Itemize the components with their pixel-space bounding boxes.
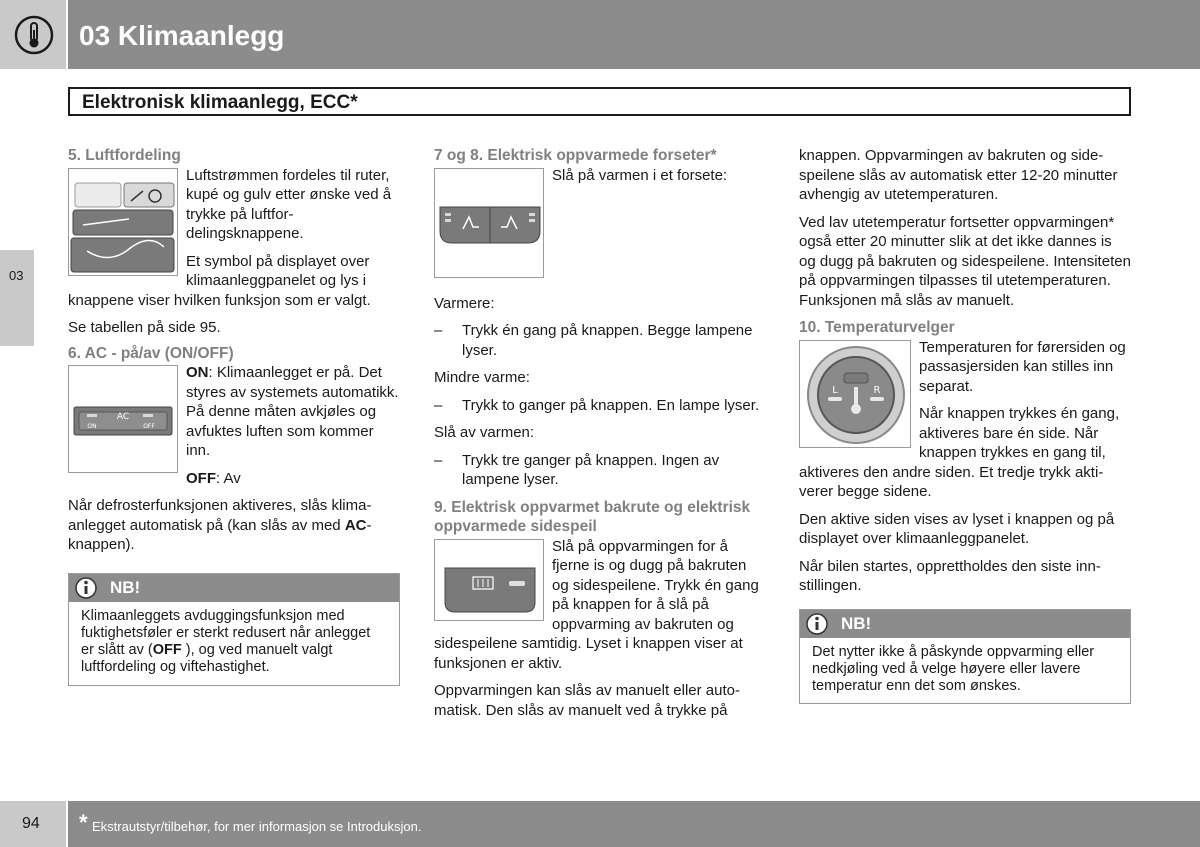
chapter-side-tab[interactable] bbox=[0, 250, 34, 346]
note-body bbox=[69, 602, 399, 684]
column-1 bbox=[68, 146, 400, 563]
note-text-a: Klimaanleggets avduggingsfunksjon med fuktighetsføler er sterkt redusert når anlegget er slått av ( bbox=[81, 608, 371, 658]
page-number: 94 bbox=[22, 815, 40, 832]
footnote-text: Ekstrautstyr/tilbehør, for mer informasjon se Introduksjon. bbox=[92, 819, 422, 834]
footnote-star: * bbox=[79, 810, 88, 835]
off-description: : Av bbox=[216, 469, 241, 487]
step-less-warm bbox=[434, 396, 766, 416]
ac-button-illustration bbox=[69, 366, 178, 473]
note-text-b: ), og ved manuelt valgt luftfordeling og viftehastighet. bbox=[81, 642, 333, 675]
air-distribution-buttons-illustration bbox=[69, 169, 178, 276]
text-defroster bbox=[68, 496, 400, 555]
heat-off-step-text: Trykk tre ganger på knappen. Ingen av lampene lyser. bbox=[462, 451, 720, 488]
text-air-distribution-a: Luftstrømmen fordeles til ruter, kupé og gulv etter ønske ved å trykke på luftfordelingsknappene. bbox=[186, 166, 392, 242]
knob-left-label: L bbox=[832, 384, 838, 396]
ac-off-label: OFF bbox=[143, 423, 155, 430]
text-low-temperature: Ved lav utetemperatur fortsetter oppvarmingen* også etter 20 minutter slik at det ikke dannes is og dugg på bakruten og sidespeilene. Intensiteten på oppvarmingen tilpasses til utetemperaturen. Funksjonen må slås av manuelt. bbox=[799, 213, 1131, 309]
ac-button-label: AC bbox=[116, 412, 130, 422]
text-active-side: Den aktive siden vises av lyset i knappen og på displayet over klimaanleggpanelet. bbox=[799, 510, 1115, 547]
on-label: ON bbox=[186, 364, 209, 381]
dash: – bbox=[434, 451, 443, 469]
chapter-icon-box bbox=[0, 0, 66, 69]
rear-window-button-illustration bbox=[435, 540, 544, 621]
heated-seat-buttons-illustration bbox=[435, 169, 544, 278]
heading-air-distribution: 5. Luftfordeling bbox=[68, 147, 181, 164]
text-startup: Når bilen startes, opprettholdes den siste innstillingen. bbox=[799, 557, 1101, 594]
temperature-selector-figure bbox=[799, 340, 911, 448]
less-warm-step-text: Trykk to ganger på knappen. En lampe lyser. bbox=[462, 396, 760, 414]
chapter-title: 03 Klimaanlegg bbox=[79, 20, 285, 51]
info-icon bbox=[806, 613, 828, 635]
ac-button-figure bbox=[68, 365, 178, 473]
heading-temperature-selector: 10. Temperaturvelger bbox=[799, 319, 955, 336]
step-warmer bbox=[434, 321, 766, 360]
heading-rear-window-heating: 9. Elektrisk oppvarmet bakrute og elektrisk oppvarmede sidespeil bbox=[434, 498, 751, 535]
off-label: OFF bbox=[186, 469, 216, 487]
text-air-distribution-c: knappene viser hvilken funksjon som er valgt. bbox=[68, 291, 371, 309]
note-off-label: OFF bbox=[152, 642, 182, 658]
text-rear-window-off: Oppvarmingen kan slås av manuelt eller automatisk. Den slås av manuelt ved å trykke på bbox=[434, 682, 740, 719]
dash: – bbox=[434, 322, 443, 339]
ac-on-label: ON bbox=[87, 423, 97, 430]
note-box-1 bbox=[68, 573, 400, 686]
note-label: NB! bbox=[841, 614, 872, 633]
temperature-knob-illustration bbox=[800, 341, 911, 448]
note-header bbox=[69, 574, 399, 602]
warmer-step-text: Trykk én gang på knappen. Begge lampene lyser. bbox=[462, 322, 753, 359]
column-2 bbox=[434, 146, 766, 728]
step-heat-off bbox=[434, 451, 766, 490]
text-auto-off: knappen. Oppvarmingen av bakruten og sidespeilene slås av automatisk etter 12-20 minutter avhengig av utetemperaturen. bbox=[799, 147, 1118, 203]
defrost-text-a: Når defrosterfunksjonen aktiveres, slås klimaanlegget automatisk på (kan slås av med bbox=[68, 497, 372, 534]
page-number-box bbox=[0, 801, 66, 847]
side-tab-label: 03 bbox=[9, 268, 24, 283]
text-heated-seats: Slå på varmen i et forsete: bbox=[552, 166, 728, 184]
text-temperature-separate: Temperaturen for førersiden og passasjersiden kan stilles inn separat. bbox=[919, 338, 1126, 395]
text-see-table: Se tabellen på side 95. bbox=[68, 319, 221, 336]
text-temperature-press: Når knappen trykkes én gang, aktiveres bare én side. Når knappen trykkes en gang til, aktiveres den andre siden. Et tredje trykk aktiverer begge sidene. bbox=[799, 405, 1120, 500]
info-icon bbox=[75, 577, 97, 599]
note-label: NB! bbox=[110, 578, 141, 597]
column-3 bbox=[799, 146, 1131, 604]
text-rear-window: Slå på oppvarmingen for å fjerne is og dugg på bakruten og sidespeilene. Trykk én gang på knappen for å slå på oppvarming av bakruten og sidespeilene samtidig. Lyset i knappen viser at funksjonen er aktiv. bbox=[434, 537, 759, 672]
rear-window-figure bbox=[434, 539, 544, 621]
heated-seats-figure bbox=[434, 168, 544, 278]
defrost-ac-label: AC bbox=[344, 516, 367, 534]
knob-right-label: R bbox=[873, 384, 881, 396]
on-description: : Klimaanlegget er på. Det styres av systemets automatikk. På denne måten avkjøles og avfuktes luften som kommer inn. bbox=[186, 364, 399, 459]
label-less-warm: Mindre varme: bbox=[434, 369, 530, 386]
footer-bar bbox=[68, 801, 1200, 847]
defrost-text-b: -knappen). bbox=[68, 516, 372, 553]
section-title: Elektronisk klimaanlegg, ECC* bbox=[68, 87, 1131, 116]
heading-heated-seats: 7 og 8. Elektrisk oppvarmede forseter* bbox=[434, 147, 717, 164]
air-distribution-figure bbox=[68, 168, 178, 276]
thermometer-icon bbox=[14, 15, 54, 55]
label-warmer: Varmere: bbox=[434, 294, 495, 312]
note-body: Det nytter ikke å påskynde oppvarming eller nedkjøling ved å velge høyere eller lavere temperatur enn det som ønskes. bbox=[812, 644, 1095, 694]
label-heat-off: Slå av varmen: bbox=[434, 424, 535, 441]
note-header bbox=[800, 610, 1130, 638]
heading-ac-on-off: 6. AC - på/av (ON/OFF) bbox=[68, 344, 234, 362]
dash: – bbox=[434, 396, 443, 414]
note-box-2 bbox=[799, 609, 1131, 704]
text-air-distribution-b: Et symbol på displayet over klimaanleggpanelet og lys i bbox=[186, 252, 370, 289]
chapter-header bbox=[68, 0, 1200, 69]
